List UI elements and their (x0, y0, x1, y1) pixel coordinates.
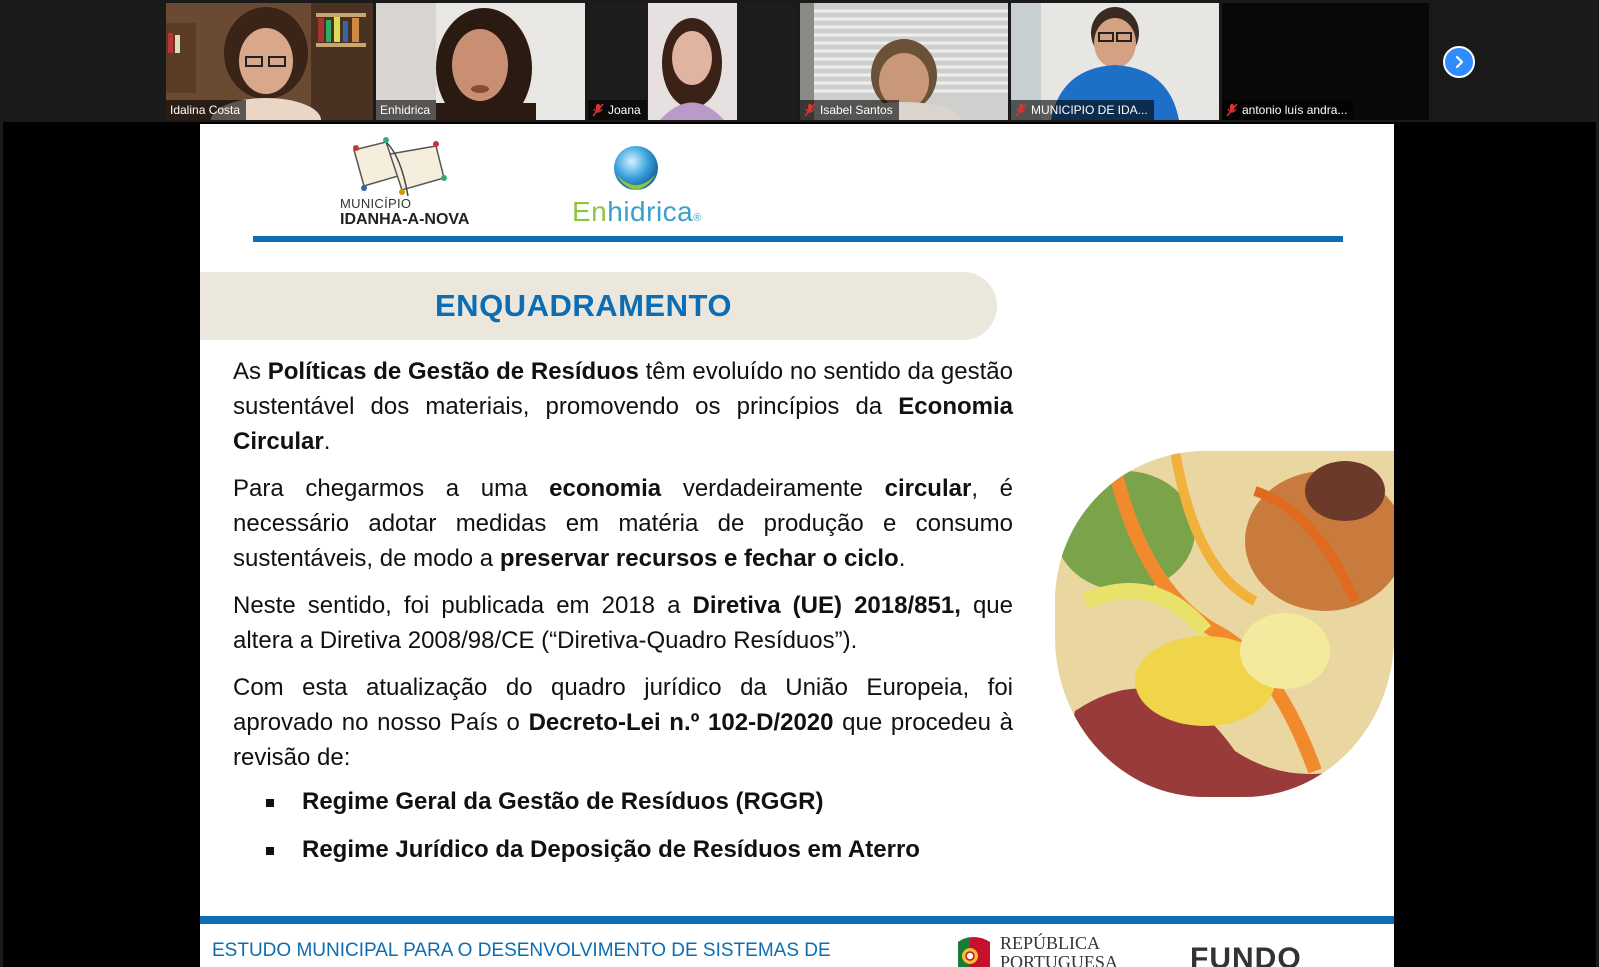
paragraph-2: Para chegarmos a uma economia verdadeiramente circular, é necessário adotar medidas em matéria de produção e consumo sustentáveis, de modo a preservar recursos e fechar o ciclo. (233, 475, 1013, 572)
fundo-logo-text: FUNDO (1190, 942, 1302, 967)
bullet-square-icon (266, 847, 274, 855)
republica-portuguesa-logo (954, 932, 1154, 967)
globe-icon (608, 144, 664, 196)
bullet-text: Regime Jurídico da Deposição de Resíduos em Aterro (302, 836, 920, 863)
bullet-text: Regime Geral da Gestão de Resíduos (RGGR) (302, 788, 824, 815)
muted-microphone-icon (804, 103, 816, 117)
paragraph-4: Com esta atualização do quadro jurídico da União Europeia, foi aprovado no nosso País o Decreto-Lei n.º 102-D/2020 que procedeu à revisão de: (233, 674, 1014, 771)
enhidrica-wordmark-en: En (572, 196, 608, 227)
participant-strip (0, 0, 1599, 121)
participant-name-tag (376, 100, 436, 120)
bullet-item (266, 836, 920, 864)
participant-name-tag (166, 100, 246, 120)
municipio-logo-line1: MUNICÍPIO (340, 196, 412, 211)
participant-tile[interactable] (166, 3, 373, 120)
footer-title: ESTUDO MUNICIPAL PARA O DESENVOLVIMENTO DE SISTEMAS DE (212, 940, 831, 961)
slide-body (233, 354, 1013, 787)
municipio-logo (336, 132, 496, 232)
footer-divider (200, 916, 1394, 924)
next-page-button[interactable] (1443, 46, 1475, 78)
registered-mark: ® (693, 212, 702, 224)
municipio-logo-line2: IDANHA-A-NOVA (340, 211, 470, 228)
bullet-square-icon (266, 799, 274, 807)
slide-title: ENQUADRAMENTO (435, 288, 732, 323)
header-divider (253, 236, 1343, 242)
muted-microphone-icon (1015, 103, 1027, 117)
participant-tile[interactable] (1011, 3, 1219, 120)
portugal-flag-icon (954, 932, 994, 967)
participant-name-tag (1011, 100, 1154, 120)
enhidrica-logo (572, 144, 712, 234)
enhidrica-wordmark (572, 196, 702, 228)
presentation-slide (200, 124, 1394, 967)
participant-name: Joana (608, 103, 641, 117)
enhidrica-wordmark-rest: hidrica (607, 196, 694, 227)
bullet-item (266, 788, 823, 816)
paragraph-3: Neste sentido, foi publicada em 2018 a Diretiva (UE) 2018/851, que altera a Diretiva 2008/98/CE (“Diretiva-Quadro Resíduos”). (233, 592, 1013, 654)
participant-name-tag (800, 100, 899, 120)
chevron-right-icon (1452, 55, 1466, 69)
participant-name: Isabel Santos (820, 103, 893, 117)
participant-name: Idalina Costa (170, 103, 241, 117)
municipio-emblem-icon (346, 132, 456, 202)
participant-name: MUNICIPIO DE IDA... (1031, 103, 1148, 117)
participant-name-tag (1222, 100, 1353, 120)
republica-text: REPÚBLICA PORTUGUESA (1000, 933, 1118, 967)
title-band (200, 272, 997, 340)
participant-name: antonio luís andra... (1242, 103, 1348, 117)
participant-tile-active-speaker[interactable] (376, 3, 585, 120)
muted-microphone-icon (1226, 103, 1238, 117)
muted-microphone-icon (592, 103, 604, 117)
food-waste-image (1055, 451, 1394, 797)
paragraph-1: As Políticas de Gestão de Resíduos têm evoluído no sentido da gestão sustentável dos materiais, promovendo os princípios da Economia Circular. (233, 358, 1013, 455)
participant-name: Enhidrica (380, 103, 431, 117)
participant-tile[interactable] (588, 3, 797, 120)
participant-name-tag (588, 100, 647, 120)
participant-tile[interactable] (1222, 3, 1429, 120)
participant-tile[interactable] (800, 3, 1008, 120)
